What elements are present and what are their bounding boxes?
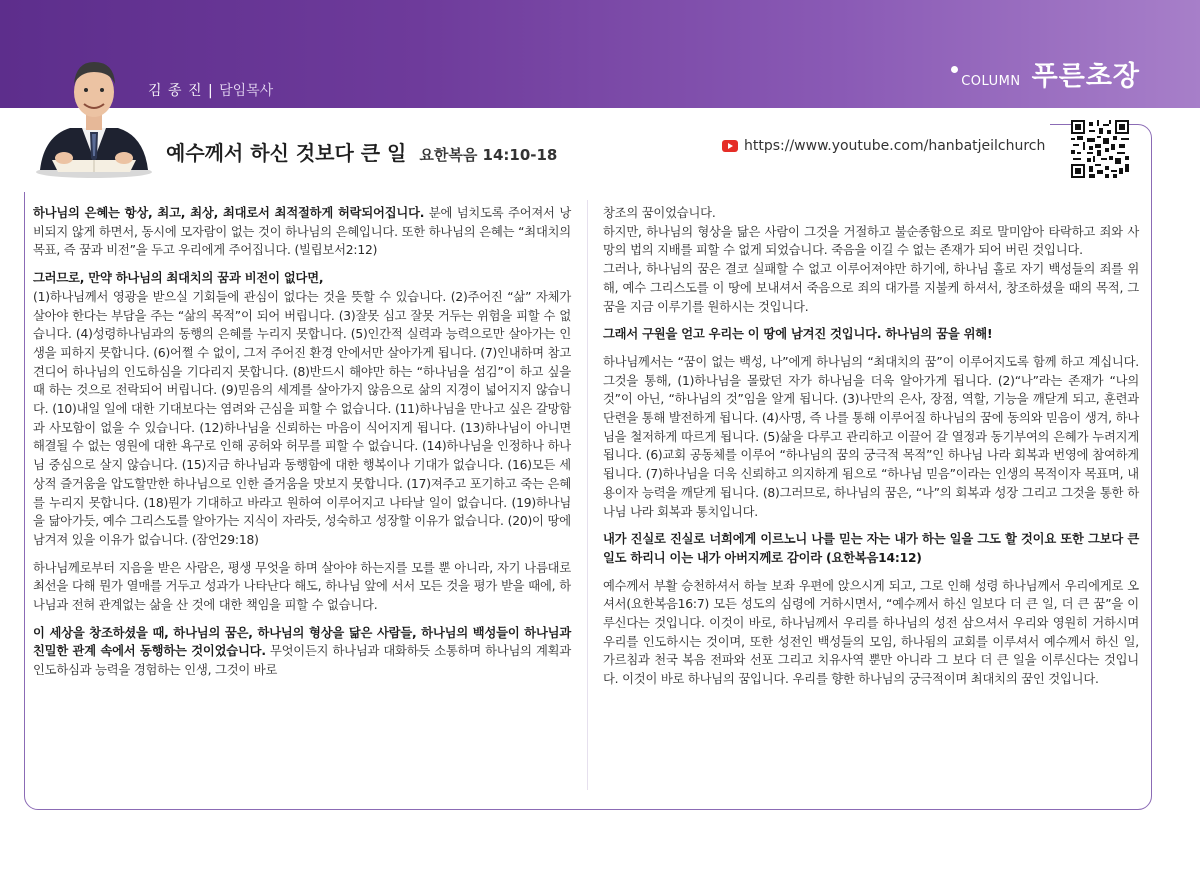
paragraph-text: 하나님께로부터 지음을 받은 사람은, 평생 무엇을 하며 살아야 하는지를 모를 뿐 아니라, 자기 나름대로 최선을 다해 뭔가 열매를 거두고 성과가 나타난다 해도, 하나님 앞에 서서 모든 것을 평가 받을 때에, 하나님과 전혀 관계없는 삶을 산 것에 대한 책임을 피할 수 없습니다. — [33, 560, 571, 613]
youtube-url[interactable]: https://www.youtube.com/hanbatjeilchurch — [744, 138, 1046, 154]
youtube-icon — [722, 140, 738, 152]
paragraph-text: 하지만, 하나님의 형상을 닮은 사람이 그것을 거절하고 불순종함으로 죄로 말미암아 타락하고 죄와 사망의 법의 지배를 피할 수 없게 되었습니다. 죽음을 이길 수 없는 존재가 되어 버린 것입니다. — [603, 224, 1139, 258]
paragraph-bold: 이 세상을 창조하셨을 때, 하나님의 꿈은, 하나님의 형상을 닮은 사람들, 하나님의 백성들이 하나님과 친밀한 관계 속에서 동행하는 것이었습니다. — [33, 625, 571, 659]
separator: | — [207, 83, 220, 99]
paragraph — [33, 624, 571, 680]
paragraph-bold: 하나님의 은혜는 항상, 최고, 최상, 최대로서 최적절하게 허락되어집니다. — [33, 206, 425, 220]
paragraph-text: 창조의 꿈이었습니다. — [603, 206, 716, 220]
pastor-role: 담임목사 — [219, 83, 274, 99]
pastor-photo — [30, 48, 158, 178]
pastor-name — [148, 80, 273, 100]
paragraph-text: (1)하나님께서 영광을 받으실 기회들에 관심이 없다는 것을 뜻할 수 있습니다. (2)주어진 “삶” 자체가 살아야 한다는 부담을 주는 “삶의 목적”이 되어 버립니다. (3)잘못 심고 잘못 거두는 위험을 피할 수 없습니다. (4)성령하나님과의 동행의 은혜를 누리지 못합니다. (5)인간적 실력과 능력으로만 살아가는 인생을 피하지 못합니다. (6)어쩔 수 없이, 그저 주어진 환경 안에서만 살아가게 됩니다. (7)인내하며 참고 견디어 하나님의 인도하심을 기다리지 못합니다. (8)반드시 해야만 하는 “하나님을 섬김”이 하고 싶을 때 하는 것으로 전락되어 버립니다. (9)믿음의 세계를 살아가지 않음으로 삶의 지경이 넓어지지 않습니다. (10)내일 일에 대한 기대보다는 염려와 근심을 피할 수 없습니다. (11)하나님을 만나고 싶은 갈망함과 사모함이 없을 수 있습니다. (12)하나님을 신뢰하는 마음이 식어지게 됩니다. (13)하나님이 아니면 해결될 수 없는 영원에 대한 욕구로 인해 공허와 허무를 피할 수 없습니다. (14)하나님을 인정하나 하나님 중심으로 살지 않습니다. (15)지금 하나님과 동행함에 대한 행복이나 기대가 없습니다. (16)모든 세상적 즐거움을 압도할만한 하나님으로 인한 즐거움을 맛보지 못합니다. (17)져주고 포기하고 죽는 은혜를 누리지 못합니다. (18)뭔가 기대하고 바라고 원하여 이루어지고 나타날 일이 없습니다. (19)하나님을 닮아가듯, 예수 그리스도를 알아가는 지식이 자라듯, 성숙하고 성장할 이유가 없습니다. (20)이 땅에 남겨져 있을 이유가 없습니다. (잠언29:18) — [33, 289, 571, 547]
paragraph-text: 그러나, 하나님의 꿈은 결코 실패할 수 없고 이루어져야만 하기에, 하나님 홀로 자기 백성들의 죄를 위해, 예수 그리스도를 이 땅에 보내셔서 죽음으로 죄의 대가를 지불케 하셔서, 창조하셨을 때의 목적, 그 꿈을 지금 이루기를 원하시는 것입니다. — [603, 262, 1139, 314]
paragraph-text: 무엇이든지 하나님과 대화하듯 소통하며 하나님의 계획과 인도하심과 능력을 경험하는 인생, 그것이 바로 — [33, 644, 572, 678]
qr-code-icon[interactable] — [1071, 120, 1129, 178]
pastor-name-text: 김 종 진 — [148, 83, 203, 99]
paragraph — [33, 269, 571, 288]
right-column — [603, 204, 1139, 698]
sermon-reference: 요한복음 14:10-18 — [419, 146, 558, 164]
column-label — [961, 54, 1140, 93]
column-divider — [587, 200, 588, 790]
section-heading: 그래서 구원을 얻고 우리는 이 땅에 남겨진 것입니다. 하나님의 꿈을 위해! — [603, 327, 993, 342]
sermon-title — [166, 137, 557, 166]
sermon-title-text: 예수께서 하신 것보다 큰 일 — [166, 141, 407, 165]
column-ko: 푸른초장 — [1031, 61, 1140, 92]
paragraph-text: 예수께서 부활 승천하셔서 하늘 보좌 우편에 앉으시게 되고, 그로 인해 성령 하나님께서 우리에게로 오셔서(요한복음16:7) 모든 성도의 심령에 거하시면서, “예수께서 하신 일보다 더 큰 일, 더 큰 꿈”을 이루신다는 것입니다. 이것이 바로, 하나님께서 우리를 하나님의 성전 삼으셔서 우리와 영원히 거하시며 우리를 인도하시는 것이며, 또한 성전인 백성들의 모임, 하나됨의 교회를 이루셔서 예수께서 하신 일, 가르침과 천국 복음 전파와 선포 그리고 치유사역 뿐만 아니라 그 보다 더 큰 일을 이루신다는 것입니다. 이것이 바로 하나님의 꿈입니다. 우리를 향한 하나님의 궁극적이며 최대치의 꿈인 것입니다. — [603, 578, 1139, 687]
paragraph-text: 분에 넘치도록 주어져서 낭비되지 않게 하면서, 동시에 모자람이 없는 것이 하나님의 은혜입니다. 또한 하나님의 은혜는 “최대치의 목표, 즉 꿈과 비전”을 두고 우리에게 주어집니다. (빌립보서2:12) — [33, 206, 571, 258]
column-en: COLUMN — [961, 74, 1021, 89]
paragraph-text: 하나님께서는 “꿈이 없는 백성, 나”에게 하나님의 “최대치의 꿈”이 이루어지도록 함께 하고 계십니다. 그것을 통해, (1)하나님을 몰랐던 자가 하나님을 더욱 알아가게 됩니다. (2)“나”라는 존재가 “나의 것”이 아닌, “하나님의 것”임을 알게 됩니다. (3)나만의 은사, 장점, 역할, 기능을 깨닫게 되고, 훈련과 단련을 통해 발전하게 됩니다. (4)사명, 즉 나를 통해 이루어질 하나님의 꿈에 동의와 믿음이 생겨, 하나님을 철저하게 따르게 됩니다. (5)삶을 다루고 관리하고 이끌어 갈 열정과 동기부여의 은혜가 누려지게 됩니다. (6)교회 공동체를 이루어 “하나님의 꿈의 궁극적 목적”인 하나님 나라 회복과 번영에 참여하게 됩니다. (7)하나님을 더욱 신뢰하고 의지하게 됨으로 “하나님 믿음”이라는 인생의 목적이자 목표며, 내용이자 능력을 깨닫게 됩니다. (8)그러므로, 하나님의 꿈은, “나”의 회복과 성장 그리고 그것을 통한 하나님 나라 회복과 통치입니다. — [603, 354, 1139, 519]
scripture-quote: 내가 진실로 진실로 너희에게 이르노니 나를 믿는 자는 내가 하는 일을 그도 할 것이요 또한 그보다 큰 일도 하리니 이는 내가 아버지께로 감이라 (요한복음14:12) — [603, 532, 1139, 565]
left-column — [33, 204, 571, 689]
youtube-link[interactable] — [722, 138, 1045, 154]
paragraph-heading: 그러므로, 만약 하나님의 최대치의 꿈과 비전이 없다면, — [33, 271, 324, 286]
paragraph — [33, 204, 571, 260]
